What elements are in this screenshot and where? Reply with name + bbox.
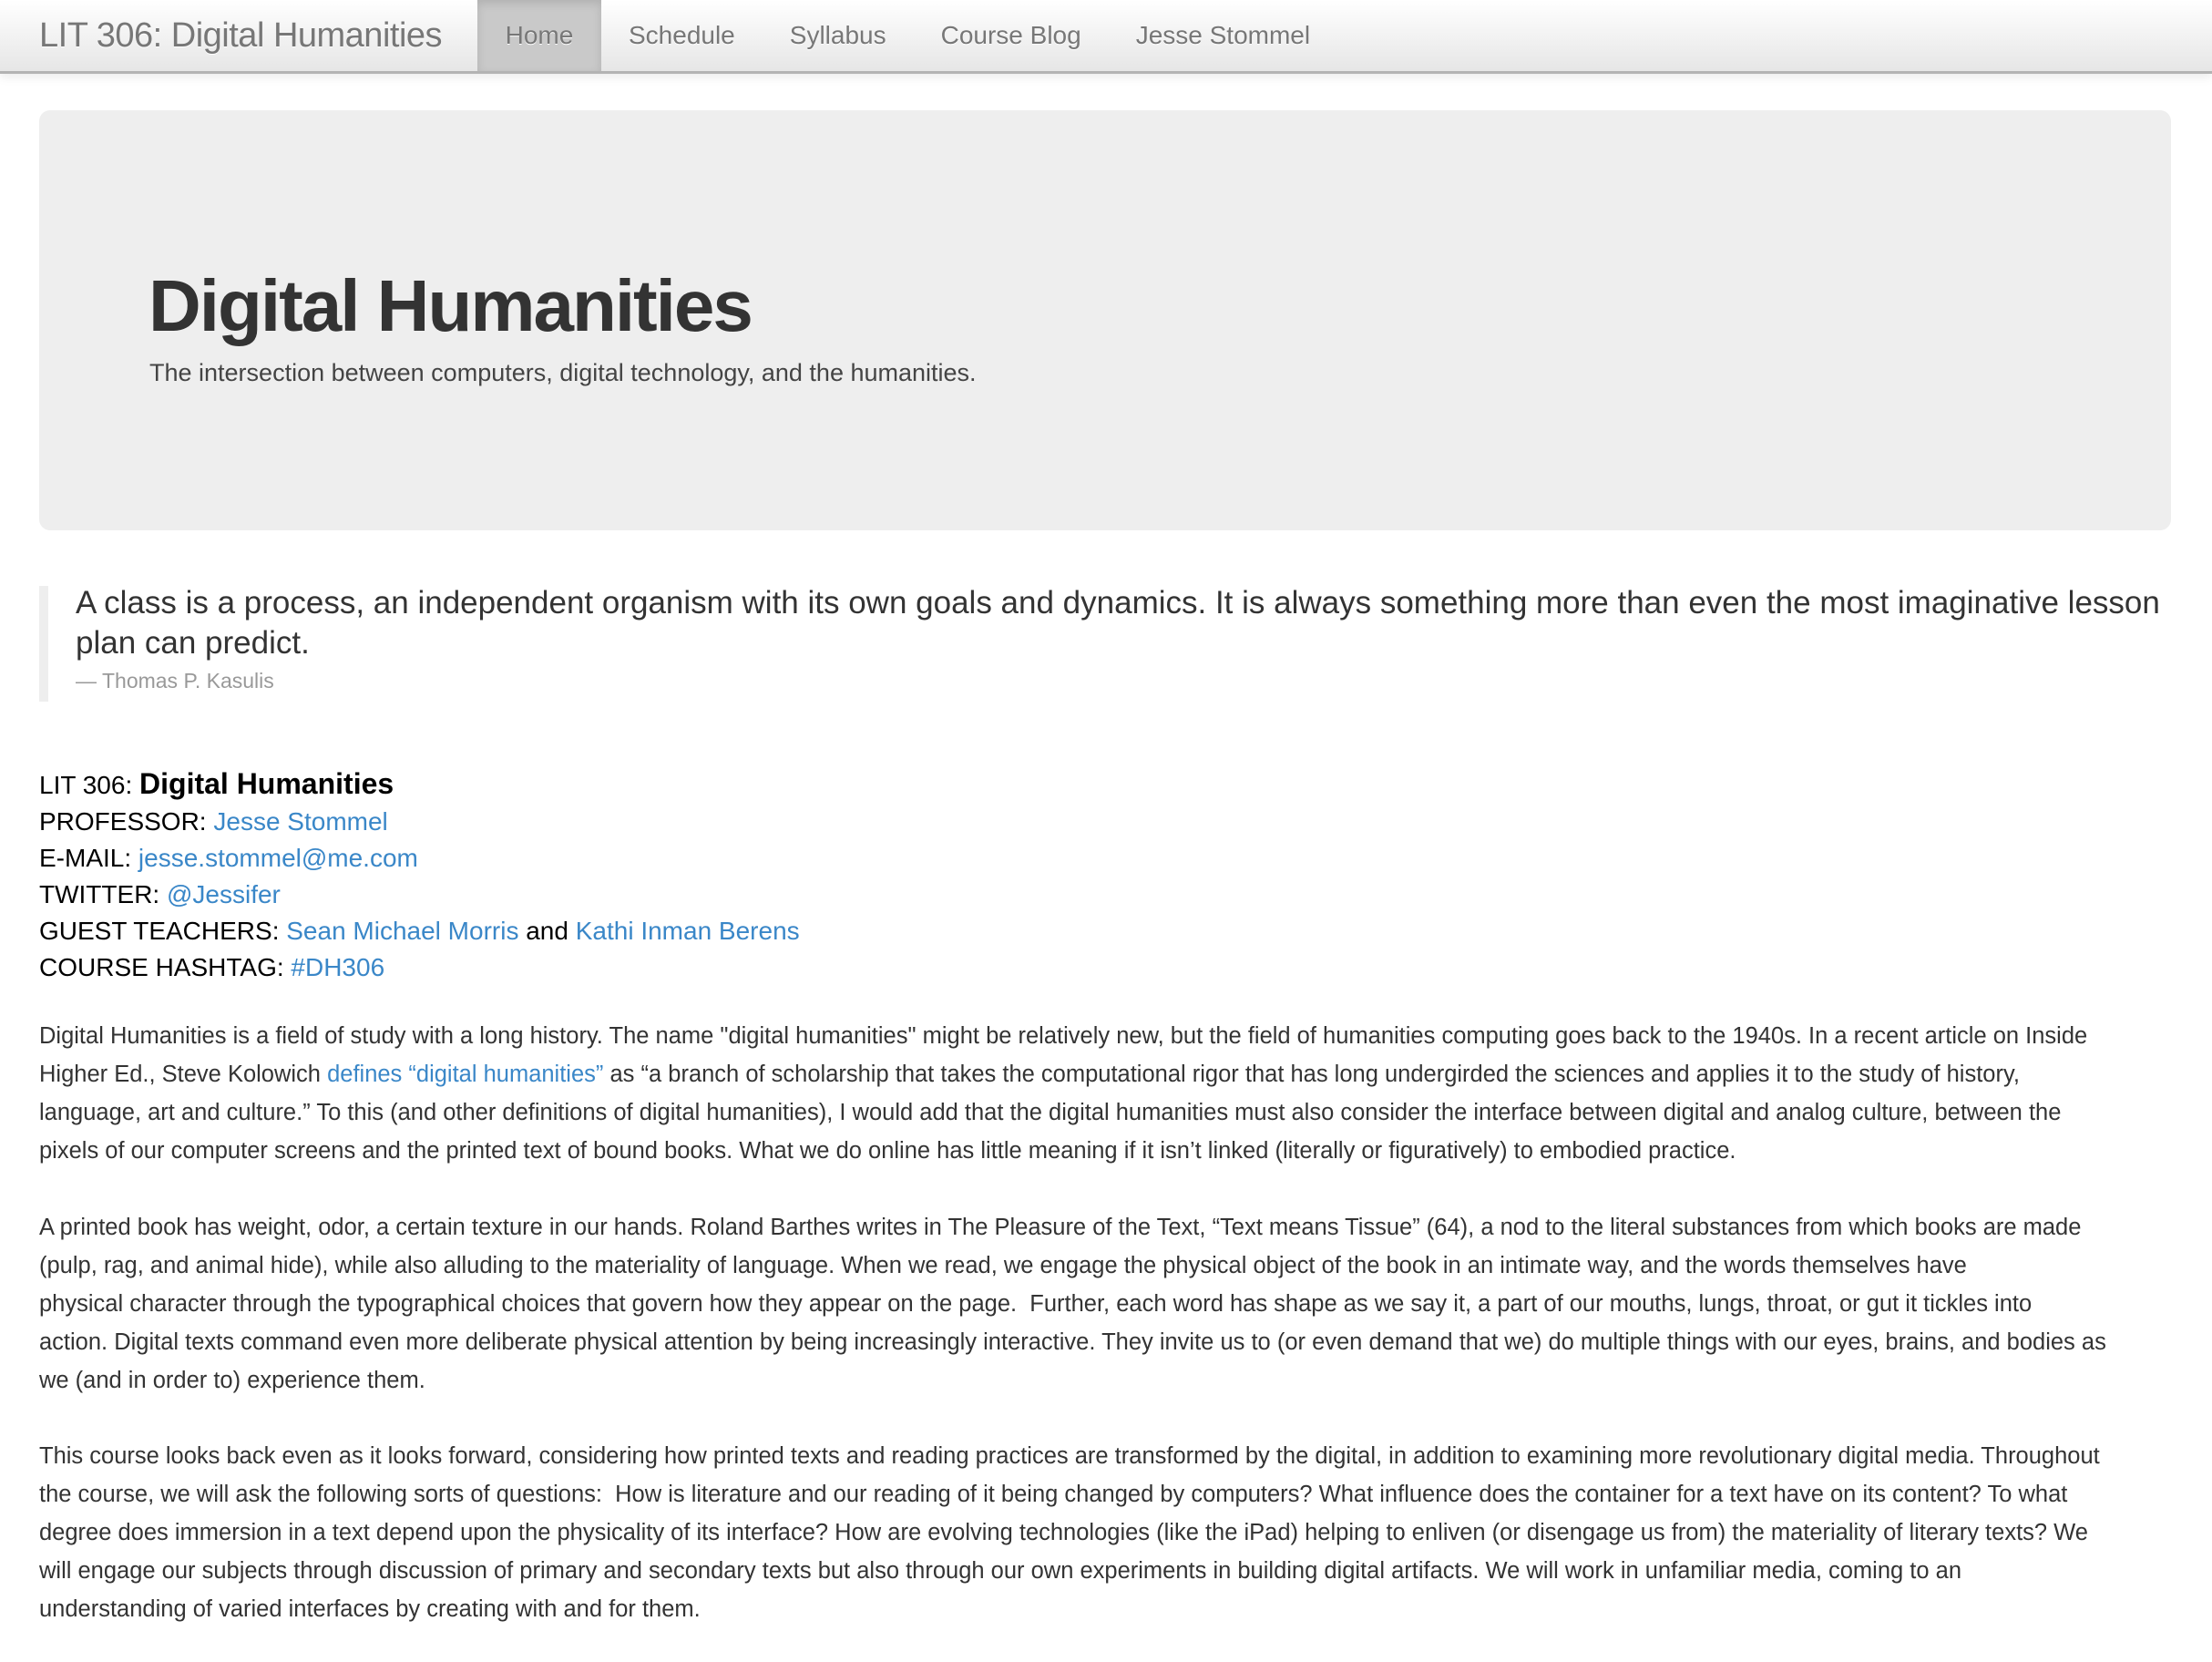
twitter-link[interactable]: @Jessifer [166, 880, 281, 908]
nav-item-home[interactable]: Home [477, 0, 601, 71]
paragraph-line: pixels of our computer screens and the printed text of bound books. What we do online has little meaning if it isn’t linked (literally or figuratively) to embodied practice. [39, 1138, 1736, 1164]
paragraph-text: Higher Ed., Steve Kolowich [39, 1062, 328, 1087]
defines-digital-humanities-link[interactable]: defines “digital humanities” [327, 1062, 604, 1087]
paragraph-line: we (and in order to) experience them. [39, 1368, 425, 1393]
quote-attribution: — Thomas P. Kasulis [76, 669, 274, 692]
twitter-label: TWITTER: [39, 880, 167, 908]
professor-line [39, 804, 800, 840]
guests-and: and [518, 917, 576, 945]
nav-item-schedule[interactable]: Schedule [629, 21, 735, 49]
professor-label: PROFESSOR: [39, 807, 214, 836]
paragraph-line: will engage our subjects through discussion of primary and secondary texts but also through our own experiments in building digital artifacts. We will work in unfamiliar media, coming to an [39, 1558, 1962, 1584]
blockquote [39, 586, 2180, 702]
email-link[interactable]: jesse.stommel@me.com [138, 844, 418, 872]
hashtag-link[interactable]: #DH306 [291, 953, 385, 981]
guest-link-sean-michael-morris[interactable]: Sean Michael Morris [286, 917, 519, 945]
paragraph-line: degree does immersion in a text depend upon the physicality of its interface? How are evolving technologies (like the iPad) helping to enliven (or disengage us from) the materiality of literary texts? We [39, 1520, 2088, 1545]
paragraph-text: as “a branch of scholarship that takes the computational rigor that has long undergirded the sciences and applies it to the study of history, [603, 1062, 2020, 1087]
email-line [39, 840, 800, 877]
hashtag-line [39, 949, 800, 986]
hero-banner [39, 110, 2171, 530]
paragraph-printed-book [39, 1208, 2189, 1400]
guests-label: GUEST TEACHERS: [39, 917, 287, 945]
page-subtitle: The intersection between computers, digital technology, and the humanities. [149, 359, 977, 386]
hashtag-label: COURSE HASHTAG: [39, 953, 292, 981]
page-title: Digital Humanities [148, 265, 752, 346]
paragraph-line: Digital Humanities is a field of study with a long history. The name "digital humanities" might be relatively new, but the field of humanities computing goes back to the 1940s. In a recent article on Inside [39, 1023, 2088, 1049]
paragraph-line: understanding of varied interfaces by creating with and for them. [39, 1596, 701, 1622]
paragraph-line: This course looks back even as it looks forward, considering how printed texts and reading practices are transformed by the digital, in addition to examining more revolutionary digital media. Throughout [39, 1443, 2100, 1469]
email-label: E-MAIL: [39, 844, 138, 872]
guest-teachers-line [39, 913, 800, 949]
course-line [39, 765, 800, 804]
paragraph-line: physical character through the typographical choices that govern how they appear on the page. Further, each word has shape as we say it, a part of our mouths, lungs, throat, or gut it tickles into [39, 1291, 2033, 1317]
nav-menu [477, 0, 1337, 71]
paragraph-line: the course, we will ask the following sorts of questions: How is literature and our reading of it being changed by computers? What influence does the container for a text have on its content? To what [39, 1482, 2068, 1507]
nav-item-course-blog[interactable]: Course Blog [940, 21, 1081, 49]
paragraph-line: A printed book has weight, odor, a certain texture in our hands. Roland Barthes writes in The Pleasure of the Text, “Text means Tissue” (64), a nod to the literal substances from which books are made [39, 1215, 2082, 1240]
course-info [39, 765, 800, 986]
top-navbar [0, 0, 2212, 74]
twitter-line [39, 877, 800, 913]
course-name: Digital Humanities [139, 767, 394, 800]
brand-link[interactable]: LIT 306: Digital Humanities [39, 16, 443, 55]
nav-item-syllabus[interactable]: Syllabus [789, 21, 886, 49]
paragraph-line: (pulp, rag, and animal hide), while also alluding to the materiality of language. When we read, we engage the physical object of the book in an intimate way, and the words themselves have [39, 1253, 1967, 1278]
guest-link-kathi-inman-berens[interactable]: Kathi Inman Berens [575, 917, 800, 945]
paragraph-line: action. Digital texts command even more deliberate physical attention by being increasingly interactive. They invite us to (or even demand that we) do multiple things with our eyes, brains, and bodies as [39, 1329, 2106, 1355]
course-label: LIT 306: [39, 771, 140, 799]
professor-link[interactable]: Jesse Stommel [213, 807, 388, 836]
paragraph-course-overview [39, 1437, 2189, 1628]
nav-item-jesse-stommel[interactable]: Jesse Stommel [1135, 21, 1311, 49]
paragraph-intro [39, 1017, 2189, 1170]
paragraph-line: language, art and culture.” To this (and other definitions of digital humanities), I would add that the digital humanities must also consider the interface between digital and analog culture, between the [39, 1100, 2062, 1125]
paragraph-line [39, 1055, 2189, 1093]
quote-text: A class is a process, an independent organism with its own goals and dynamics. It is always something more than even the most imaginative lesson plan can predict. [76, 585, 2160, 661]
